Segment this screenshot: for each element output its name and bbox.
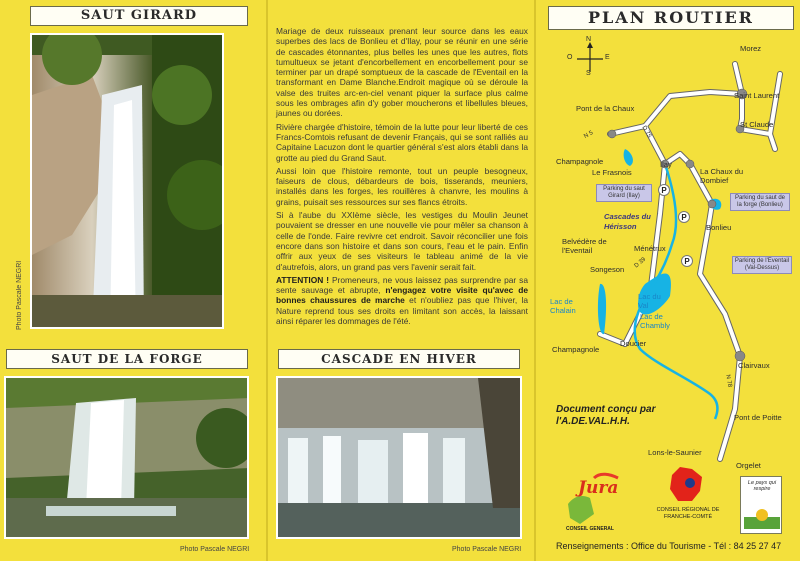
parking-icon: P bbox=[681, 255, 693, 267]
saut-forge-photo bbox=[4, 376, 249, 539]
place-pont-de-poitte: Pont de Poitte bbox=[734, 413, 782, 422]
saut-girard-title: SAUT GIRARD bbox=[30, 6, 248, 26]
parking-icon: P bbox=[658, 184, 670, 196]
place-orgelet: Orgelet bbox=[736, 461, 761, 470]
place-champagnole-north: Champagnole bbox=[556, 157, 604, 166]
waterfall-image bbox=[6, 378, 249, 539]
parking-icon: P bbox=[678, 211, 690, 223]
place-menetrux: Ménétrux bbox=[634, 244, 666, 253]
tourism-info: Renseignements : Office du Tourisme - Tél : 84 25 27 47 bbox=[556, 541, 782, 551]
photo-credit: Photo Pascale NEGRI bbox=[180, 546, 250, 553]
paragraph: Mariage de deux ruisseaux prenant leur source dans les eaux superbes des lacs de Bonlieu et d'Ilay, pour se réunir en une série de cascades étonnantes, plus belles les unes que les autres, flots tumultueux se jetant d'encorbellement en encorbellement pour se terminer par un drapé somptueux de la cascade de l'Eventail en la transformant en Dame Blanche.Endroit magique où se déroule la valse des truites arc-en-ciel venant piquer la surface plus calme sous les ombrages afin d'y gober moucherons et libellules bleues, jaunes ou dorées. bbox=[276, 26, 528, 119]
parking-girard-label: Parking du saut Girard (Ilay) bbox=[596, 184, 652, 202]
compass-south: S bbox=[586, 70, 591, 77]
road-d75: D 75 bbox=[640, 125, 653, 139]
franche-comte-logo bbox=[656, 465, 720, 535]
document-credit: Document conçu par l'A.DE.VAL.H.H. bbox=[556, 404, 656, 427]
photo-credit: Photo Pascale NEGRI bbox=[16, 260, 23, 330]
lake-chambly-label: Lac de Chambly bbox=[640, 312, 670, 330]
parking-eventail-label: Parking de l'Eventail (Val-Dessus) bbox=[732, 256, 792, 274]
history-text bbox=[276, 26, 528, 329]
cascade-hiver-title: CASCADE EN HIVER bbox=[278, 349, 520, 369]
place-clairvaux: Clairvaux bbox=[738, 361, 770, 370]
jura-logo-text: Jura bbox=[578, 478, 619, 498]
region-logo-text: CONSEIL RÉGIONAL DE FRANCHE-COMTÉ bbox=[656, 507, 720, 520]
place-champagnole-south: Champagnole bbox=[552, 345, 600, 354]
map-title: PLAN ROUTIER bbox=[548, 6, 794, 30]
road-n78: N 78 bbox=[724, 374, 733, 388]
road-d39: D 39 bbox=[633, 256, 648, 270]
jura-logo-sub: CONSEIL GENERAL bbox=[566, 526, 614, 532]
place-la-chaux-du-dombief: La Chaux du Dombief bbox=[700, 167, 744, 185]
fold-line bbox=[534, 0, 536, 561]
place-morez: Morez bbox=[740, 44, 762, 53]
warning-emphasis: n'engagez votre visite qu'avec de bonnes chaussures de marche bbox=[276, 285, 528, 306]
waterfall-image bbox=[32, 35, 224, 329]
compass-north: N bbox=[586, 36, 592, 43]
lake-chalain-label: Lac de Chalain bbox=[550, 297, 576, 315]
photo-credit: Photo Pascale NEGRI bbox=[452, 546, 522, 553]
pays-logo bbox=[740, 476, 782, 534]
compass-rose bbox=[577, 46, 603, 72]
parking-forge-label: Parking du saut de la forge (Bonlieu) bbox=[730, 193, 790, 211]
paragraph: Aussi loin que l'histoire remonte, tout un peuple besogneux, faiseurs de clous, débardeurs de bois, tisserands, meuniers, installés dans les forges, les rouillères à chanvre, les moulins à grains, puisait ses ressources sur ses flancs étroits. bbox=[276, 165, 528, 207]
warning-label: ATTENTION ! bbox=[276, 274, 330, 285]
compass-east: E bbox=[605, 54, 610, 61]
cascade-hiver-photo bbox=[276, 376, 522, 539]
saut-forge-title: SAUT DE LA FORGE bbox=[6, 349, 248, 369]
landscape-icon bbox=[744, 505, 780, 529]
place-lons-le-saunier: Lons-le-Saunier bbox=[648, 448, 702, 457]
saut-girard-photo bbox=[30, 33, 224, 329]
place-saint-laurent: Saint Laurent bbox=[734, 91, 780, 100]
place-le-frasnois: Le Frasnois bbox=[592, 168, 632, 177]
place-belvedere: Belvédère de l'Eventail bbox=[562, 237, 607, 255]
compass-west: O bbox=[567, 54, 573, 61]
warning-paragraph bbox=[276, 275, 528, 326]
place-st-claude: St Claude bbox=[740, 120, 774, 129]
frozen-waterfall-image bbox=[278, 378, 522, 539]
place-doucier: Doucier bbox=[620, 339, 647, 348]
place-pont-de-la-chaux: Pont de la Chaux bbox=[576, 104, 635, 113]
place-songeson: Songeson bbox=[590, 265, 625, 274]
cascades-label: Cascades du Hérisson bbox=[604, 212, 651, 231]
jura-logo bbox=[560, 468, 628, 534]
fold-line bbox=[266, 0, 268, 561]
lake-shape bbox=[598, 284, 606, 334]
road-n5: N 5 bbox=[583, 130, 595, 140]
paragraph: Si à l'aube du XXIème siècle, les vestiges du Moulin Jeunet pouvaient se dresser en une nouvelle vie pour mêler sa chanson à celle de l'onde. Faire revivre cet endroit. Savoir réconcilier une fois encore dans son histoire et dans son cours, l'eau et le pain. Enfin offrir aux yeux de ses visiteurs le tableau animé de la vie d'autrefois, alors, un grand pas vers l'avenir serait fait. bbox=[276, 210, 528, 272]
warning-text: Promeneurs, ne vous laissez pas surprendre par sa sente sauvage et abrupte, bbox=[276, 274, 528, 296]
place-bonlieu: Bonlieu bbox=[706, 223, 732, 232]
lake-shape bbox=[624, 149, 633, 166]
place-ilay: Ilay bbox=[660, 160, 672, 169]
pays-logo-text: Le pays qui respire bbox=[747, 480, 777, 492]
lake-val-label: Lac du Val bbox=[638, 292, 661, 310]
france-map-icon bbox=[666, 465, 706, 505]
warning-text: et n'oubliez pas que l'hiver, la Nature reprend tous ses droits en limitant son accès, la laissant ainsi réparer les dommages de l'été. bbox=[276, 295, 528, 327]
paragraph: Rivière chargée d'histoire, témoin de la lutte pour leur liberté de ces Francs-Comtois refusant de devenir Français, qui se sont ralliés au Capitaine Lacuzon dont le quartier général s'est alors établi dans la grotte au pied du Grand Saut. bbox=[276, 121, 528, 163]
